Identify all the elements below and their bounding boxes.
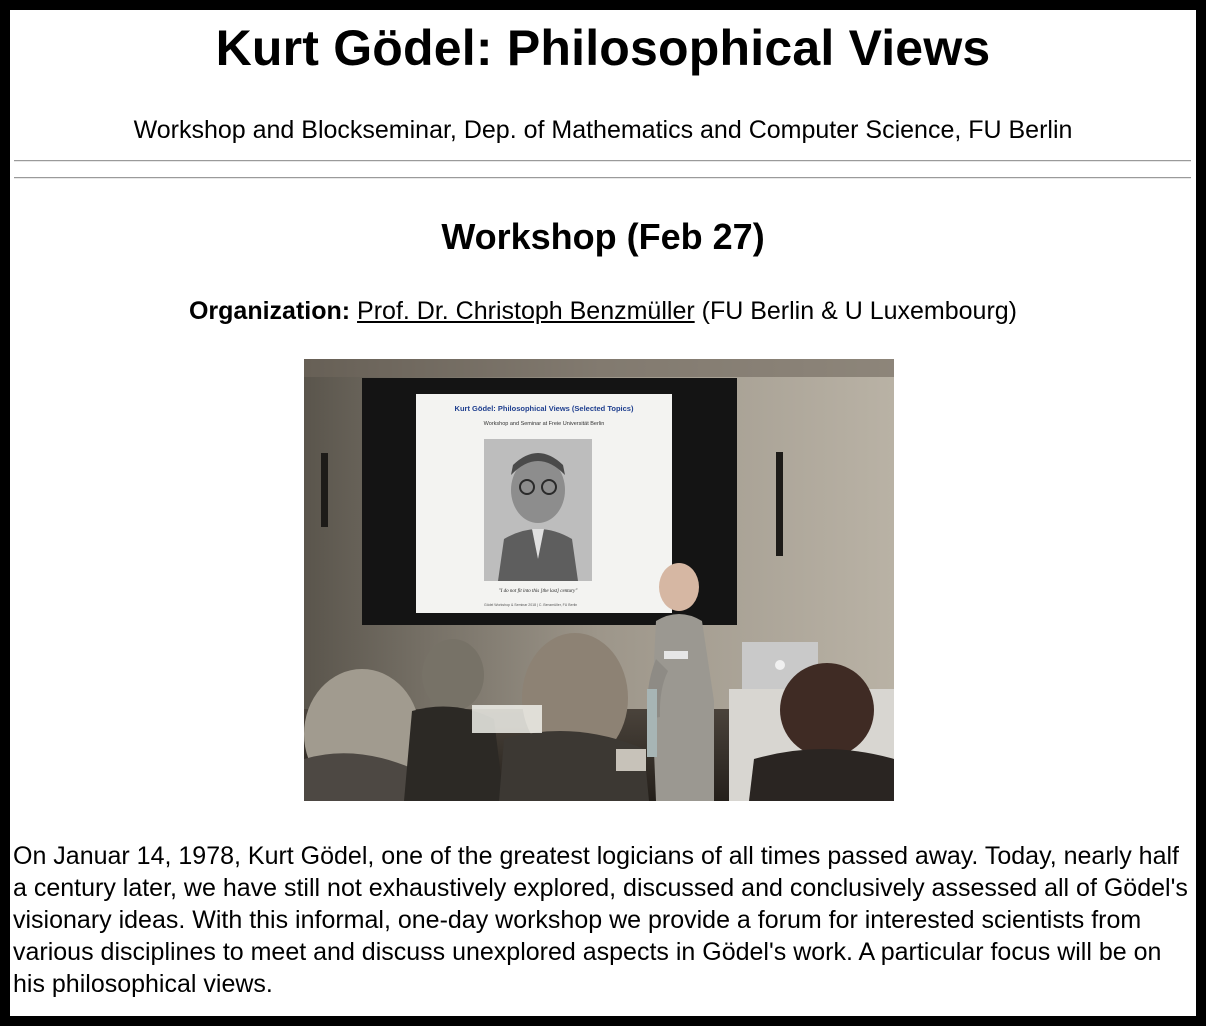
wall-fixture <box>776 452 783 556</box>
cup <box>616 749 646 771</box>
workshop-heading: Workshop (Feb 27) <box>441 216 765 257</box>
audience-head <box>422 639 484 711</box>
workshop-photo-illustration <box>304 359 894 801</box>
bottle <box>647 689 657 757</box>
wall-fixture <box>321 453 328 527</box>
presenter-badge <box>664 651 688 659</box>
presenter-head <box>659 563 699 611</box>
slide-quote: "I do not fit into this [the last] century" <box>498 589 578 594</box>
organizer-affiliation: (FU Berlin & U Luxembourg) <box>701 297 1018 325</box>
slide-title: Kurt Gödel: Philosophical Views (Selected Topics) <box>454 404 634 413</box>
papers <box>472 705 542 733</box>
page-title: Kurt Gödel: Philosophical Views <box>215 20 991 76</box>
audience-body <box>749 749 894 801</box>
organization-label: Organization: <box>188 297 351 325</box>
page-subtitle: Workshop and Blockseminar, Dep. of Mathematics and Computer Science, FU Berlin <box>133 116 1073 144</box>
ceiling <box>304 359 894 377</box>
workshop-description: On Januar 14, 1978, Kurt Gödel, one of the greatest logicians of all times passed away. Today, nearly half a century later, we have still not exhaustively explored, discussed and conclusively assessed all of Gödel's visionary ideas. With this informal, one-day workshop we provide a forum for interested scientists from various disciplines to meet and discuss unexplored aspects in Gödel's work. A particular focus will be on his philosophical views. <box>13 842 1188 998</box>
horizontal-rule <box>14 177 1191 179</box>
workshop-photo <box>304 359 894 801</box>
slide-footer: Gödel Workshop & Seminar 2018 | C. Benzmüller, FU Berlin <box>484 603 578 607</box>
page-content <box>10 10 1196 1016</box>
organization-line <box>10 296 1196 326</box>
audience-head <box>780 663 874 757</box>
presenter-body <box>652 614 714 801</box>
slide-subtitle: Workshop and Seminar at Freie Universität Berlin <box>483 421 605 427</box>
horizontal-rule <box>14 160 1191 162</box>
organizer-link[interactable]: Prof. Dr. Christoph Benzmüller <box>357 297 695 325</box>
